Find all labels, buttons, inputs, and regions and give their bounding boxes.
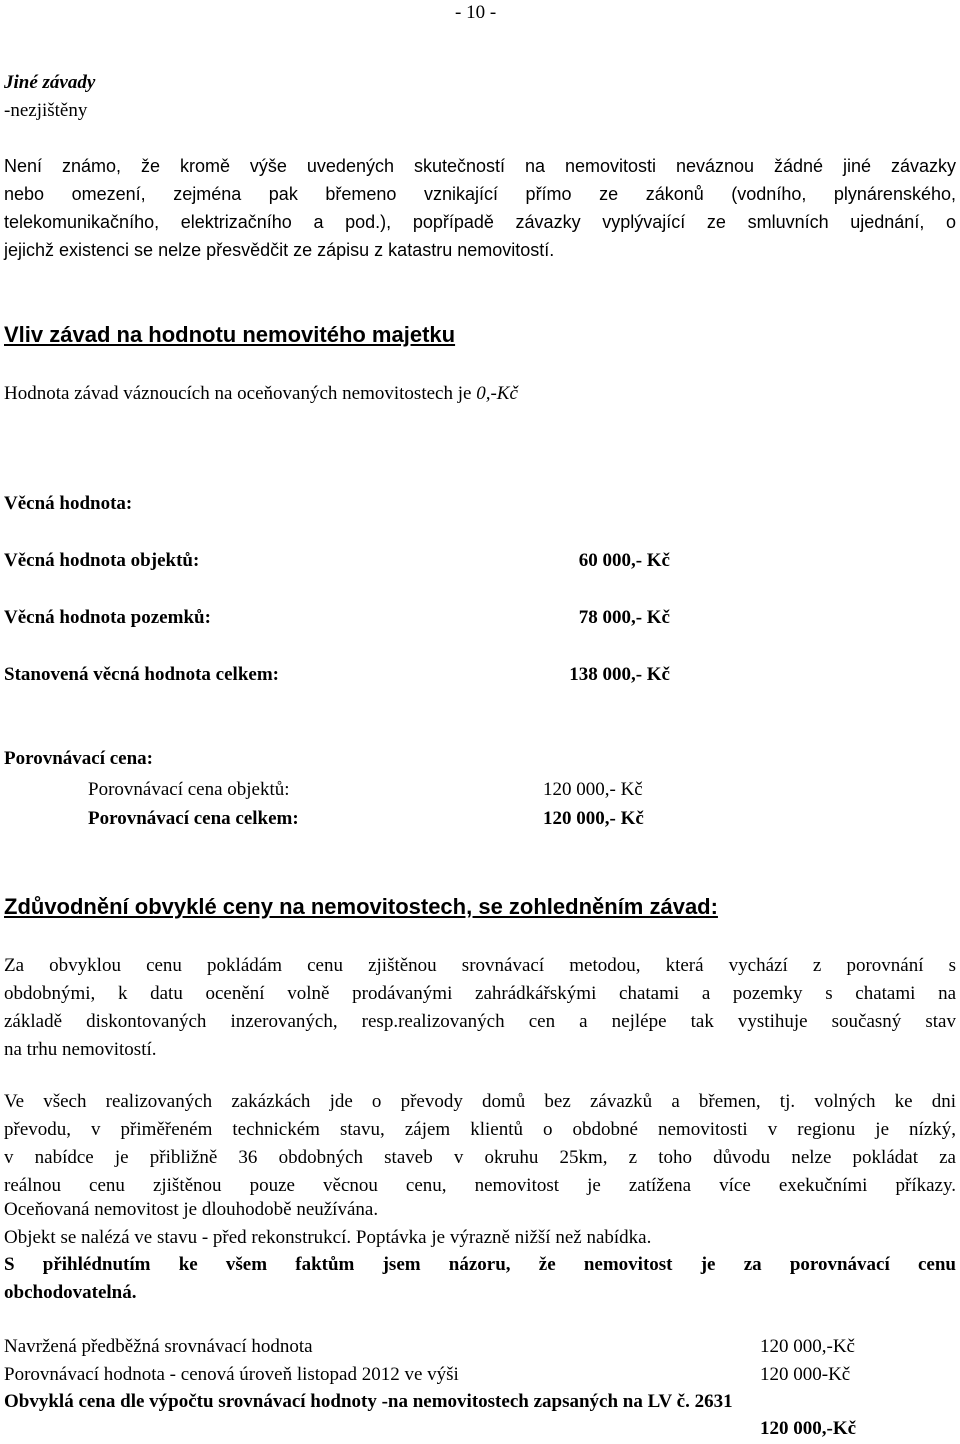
paragraph-line: základě diskontovaných inzerovaných, resp.realizovaných cen a nejlépe tak vystihuje současný stav (4, 1011, 956, 1032)
justification-paragraph-1 (4, 952, 956, 1064)
paragraph-line: na trhu nemovitostí. (4, 1039, 157, 1060)
other-defects-value: -nezjištěny (4, 100, 88, 121)
paragraph-line: S přihlédnutím ke všem faktům jsem názoru, že nemovitost je za porovnávací cenu (4, 1254, 956, 1275)
defects-impact-value: 0,-Kč (476, 383, 518, 404)
paragraph-line: reálnou cenu zjištěnou pouze věcnou cenu, nemovitost je zatížena více exekučními příkazy. (4, 1175, 956, 1196)
material-value-label: Věcná hodnota pozemků: (4, 607, 211, 628)
paragraph-line: v nabídce je přibližně 36 obdobných staveb v okruhu 25km, z toho důvodu nelze pokládat za (4, 1147, 956, 1168)
comparative-price-amount: 120 000,- Kč (543, 779, 643, 800)
material-value-total-label: Stanovená věcná hodnota celkem: (4, 664, 279, 685)
paragraph-line: Za obvyklou cenu pokládám cenu zjištěnou srovnávací metodou, která vychází z porovnání s (4, 955, 956, 976)
material-value-label: Věcná hodnota objektů: (4, 550, 200, 571)
paragraph-line: obchodovatelná. (4, 1282, 137, 1303)
other-defects-title: Jiné závady (4, 72, 96, 93)
usual-price-amount: 120 000,-Kč (760, 1418, 857, 1439)
usual-price-label: Obvyklá cena dle výpočtu srovnávací hodnoty -na nemovitostech zapsaných na LV č. 2631 (4, 1391, 733, 1412)
material-value-total-amount: 138 000,- Kč (569, 664, 670, 685)
justification-heading: Zdůvodnění obvyklé ceny na nemovitostech, se zohledněním závad: (4, 894, 718, 919)
material-value-heading: Věcná hodnota: (4, 493, 133, 514)
comparative-price-total-amount: 120 000,- Kč (543, 808, 644, 829)
paragraph-line: jejichž existenci se nelze přesvědčit ze zápisu z katastru nemovitostí. (4, 240, 555, 260)
defects-impact-label: Hodnota závad váznoucích na oceňovaných nemovitostech je (4, 383, 477, 404)
paragraph-line: Není známo, že kromě výše uvedených skutečností na nemovitosti neváznou žádné jiné závazky (4, 156, 956, 176)
summary-label: Navržená předběžná srovnávací hodnota (4, 1336, 313, 1357)
condition-note: Objekt se nalézá ve stavu - před rekonstrukcí. Poptávka je výrazně nižší než nabídka. (4, 1227, 652, 1248)
conclusion-paragraph (4, 1251, 956, 1307)
unused-property-note: Oceňovaná nemovitost je dlouhodobě neužívána. (4, 1199, 379, 1220)
unknown-obligations-paragraph (4, 152, 956, 264)
summary-amount: 120 000-Kč (760, 1364, 851, 1385)
defects-impact-text (4, 383, 518, 405)
material-value-amount: 78 000,- Kč (578, 607, 670, 628)
summary-amount: 120 000,-Kč (760, 1336, 855, 1357)
justification-paragraph-2 (4, 1088, 956, 1200)
comparative-price-total-label: Porovnávací cena celkem: (88, 808, 299, 829)
page-number: - 10 - (455, 2, 497, 23)
comparative-price-heading: Porovnávací cena: (4, 748, 153, 769)
summary-label: Porovnávací hodnota - cenová úroveň listopad 2012 ve výši (4, 1364, 459, 1385)
paragraph-line: obdobnými, k datu ocenění volně prodávanými zahrádkářskými chatami a pozemky s chatami na (4, 983, 956, 1004)
defects-impact-heading: Vliv závad na hodnotu nemovitého majetku (4, 322, 456, 347)
paragraph-line: telekomunikačního, elektrizačního a pod.), popřípadě závazky vyplývající ze smluvních ujednání, o (4, 212, 956, 232)
paragraph-line: převodu, v přiměřeném technickém stavu, zájem klientů o obdobné nemovitosti v regionu je nízký, (4, 1119, 956, 1140)
comparative-price-label: Porovnávací cena objektů: (88, 779, 290, 800)
paragraph-line: nebo omezení, zejména pak břemeno vznikající přímo ze zákonů (vodního, plynárenského, (4, 184, 956, 204)
paragraph-line: Ve všech realizovaných zakázkách jde o převody domů bez závazků a břemen, tj. volných ke dni (4, 1091, 956, 1112)
material-value-amount: 60 000,- Kč (578, 550, 670, 571)
